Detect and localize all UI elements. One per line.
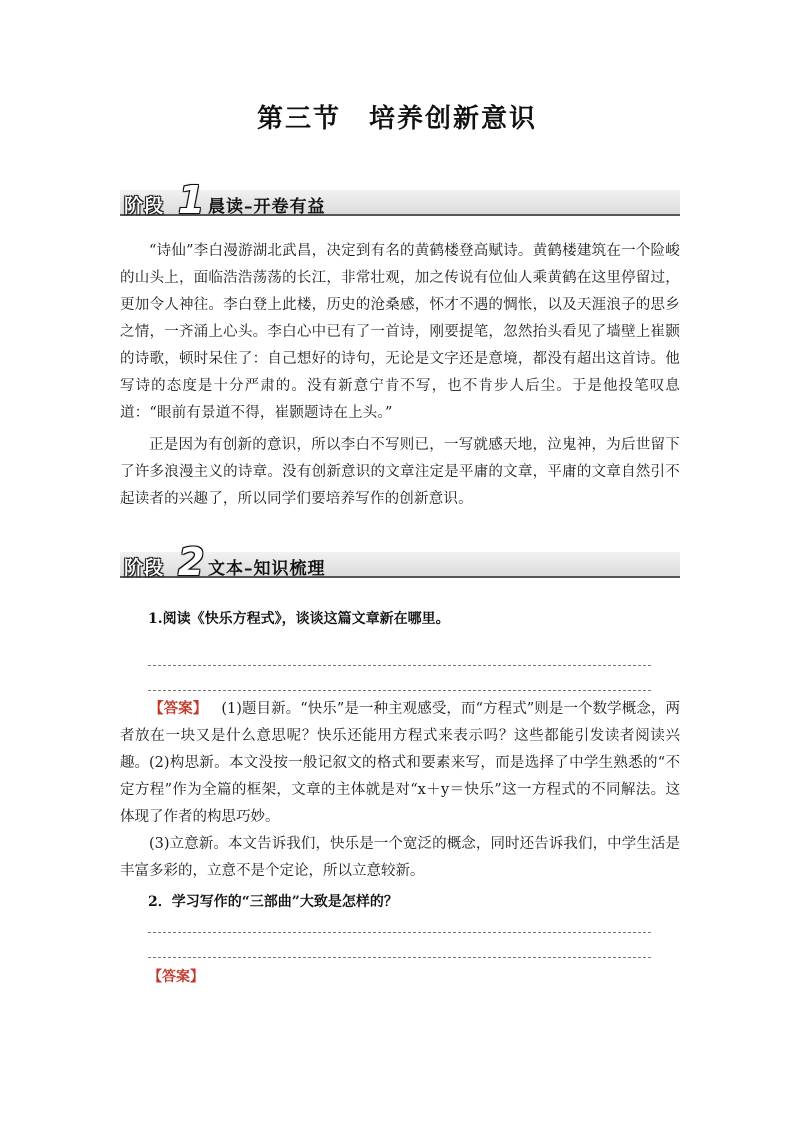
section-number: 第三节 — [256, 104, 341, 134]
stage-number: 1 — [178, 178, 205, 222]
answer-tag: 【答案】 — [149, 701, 208, 717]
answer-line — [148, 690, 651, 691]
section-title: 培养创新意识 — [369, 104, 538, 134]
answer-1-point-3: (3)立意新。本文告诉我们，快乐是一个宽泛的概念，同时还告诉我们，中学生活是丰富多彩的，立意不是个定论，所以立意较新。 — [120, 836, 680, 879]
answer-text: (1)题目新。“快乐”是一种主观感受，而“方程式”则是一个数学概念，两者放在一块又是什么意思呢？快乐还能用方程式来表示吗？这些都能引发读者阅读兴趣。 — [120, 701, 680, 771]
stage-label: 阶段 — [124, 557, 165, 579]
answer-line — [148, 932, 651, 933]
stage-number: 2 — [178, 540, 205, 584]
question-1: 1.阅读《快乐方程式》，谈谈这篇文章新在哪里。 — [148, 611, 450, 627]
answer-line — [148, 957, 651, 958]
stage-label: 阶段 — [124, 195, 165, 217]
stage-name: 文本–知识梳理 — [208, 559, 326, 579]
answer-2-tag: 【答案】 — [148, 969, 204, 985]
stage1-paragraph-1: “诗仙”李白漫游湖北武昌，决定到有名的黄鹤楼登高赋诗。黄鹤楼建筑在一个险峻的山头上，面临浩浩荡荡的长江，非常壮观，加之传说有位仙人乘黄鹤在这里停留过，更加令人神往。李白登上此楼，历史的沧桑感，怀才不遇的惆怅，以及天涯浪子的思乡之情，一齐涌上心头。李白心中已有了一首诗，刚要提笔，忽然抬头看见了墙壁上崔颢的诗歌，顿时呆住了：自己想好的诗句，无论是文字还是意境，都没有超出这首诗。他写诗的态度是十分严肃的。没有新意宁肯不写，也不肯步人后尘。于是他投笔叹息道：“眼前有景道不得，崔颢题诗在上头。” — [120, 243, 680, 421]
stage-name: 晨读–开卷有益 — [208, 197, 326, 217]
answer-line — [148, 665, 651, 666]
page-title — [0, 98, 794, 135]
stage-1-banner — [120, 178, 680, 222]
stage-2-banner — [120, 540, 680, 584]
stage1-paragraph-2: 正是因为有创新的意识，所以李白不写则已，一写就感天地，泣鬼神，为后世留下了许多浪漫主义的诗章。没有创新意识的文章注定是平庸的文章，平庸的文章自然引不起读者的兴趣了，所以同学们要培养写作的创新意识。 — [120, 437, 680, 507]
question-2: 2．学习写作的“三部曲”大致是怎样的？ — [148, 894, 398, 910]
answer-1-point-2: (2)构思新。本文没按一般记叙文的格式和要素来写，而是选择了中学生熟悉的“不定方程”作为全篇的框架，文章的主体就是对“x＋y＝快乐”这一方程式的不同解法。这体现了作者的构思巧妙。 — [120, 755, 680, 825]
